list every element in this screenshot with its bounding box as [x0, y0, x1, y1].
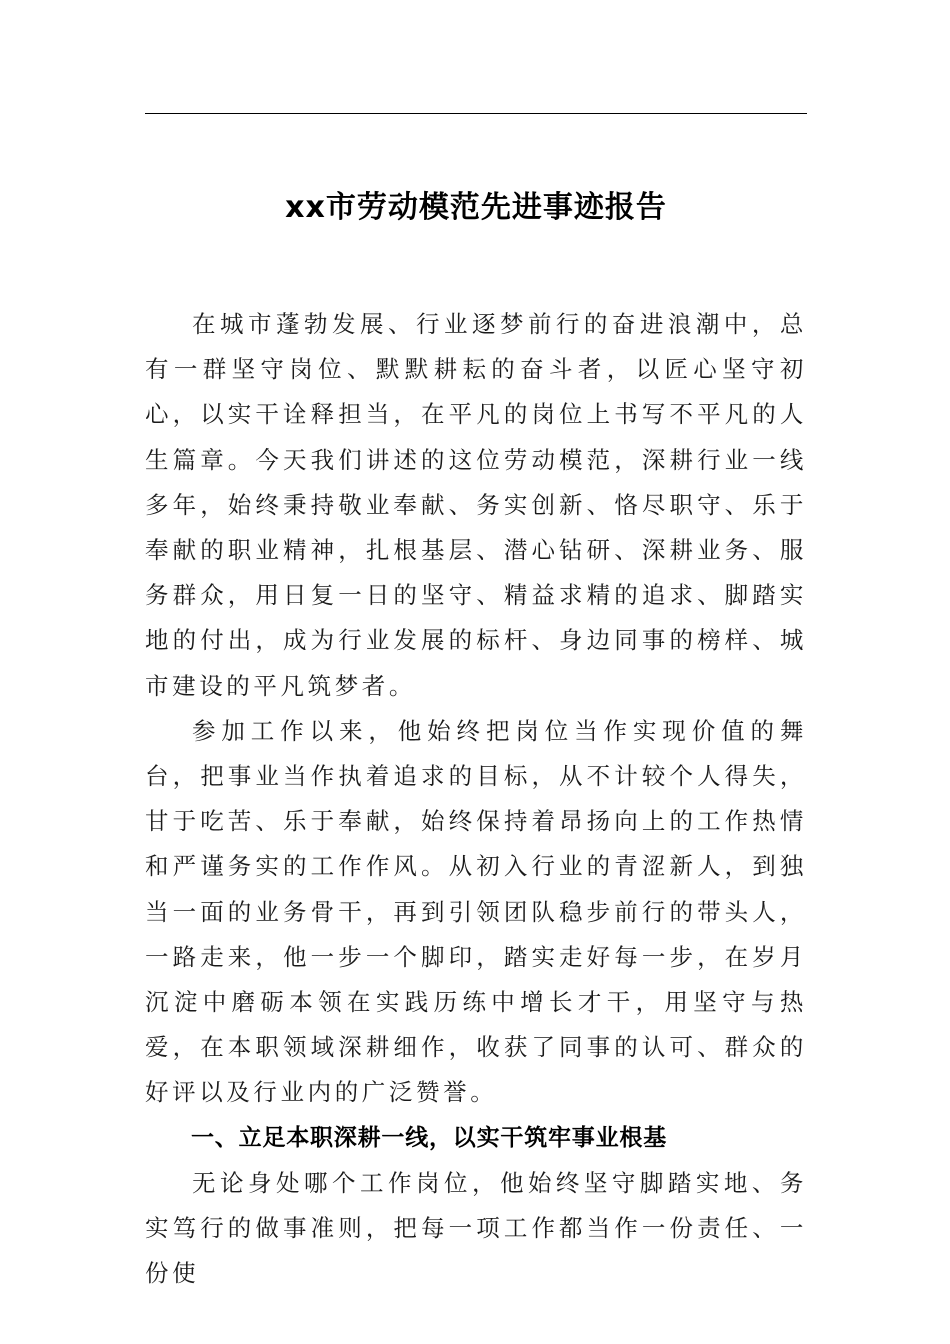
- career-paragraph: 参加工作以来，他始终把岗位当作实现价值的舞台，把事业当作执着追求的目标，从不计较个人得失，甘于吃苦、乐于奉献，始终保持着昂扬向上的工作热情和严谨务实的工作作风。从初入行业的青涩新人，到独当一面的业务骨干，再到引领团队稳步前行的带头人，一路走来，他一步一个脚印，踏实走好每一步，在岁月沉淀中磨砺本领在实践历练中增长才干，用坚守与热爱，在本职领域深耕细作，收获了同事的认可、群众的好评以及行业内的广泛赞誉。: [145, 716, 807, 1107]
- document-title: xx市劳动模范先进事迹报告: [285, 190, 667, 225]
- section-paragraph: 无论身处哪个工作岗位，他始终坚守脚踏实地、务实笃行的做事准则，把每一项工作都当作一份责任、一份使: [145, 1168, 807, 1288]
- document-body: [145, 302, 807, 1296]
- section-heading: 一、立足本职深耕一线，以实干筑牢事业根基: [191, 1124, 667, 1151]
- header-rule: [145, 113, 807, 114]
- intro-paragraph: 在城市蓬勃发展、行业逐梦前行的奋进浪潮中，总有一群坚守岗位、默默耕耘的奋斗者，以匠心坚守初心，以实干诠释担当，在平凡的岗位上书写不平凡的人生篇章。今天我们讲述的这位劳动模范，深耕行业一线多年，始终秉持敬业奉献、务实创新、恪尽职守、乐于奉献的职业精神，扎根基层、潜心钻研、深耕业务、服务群众，用日复一日的坚守、精益求精的追求、脚踏实地的付出，成为行业发展的标杆、身边同事的榜样、城市建设的平凡筑梦者。: [145, 310, 807, 700]
